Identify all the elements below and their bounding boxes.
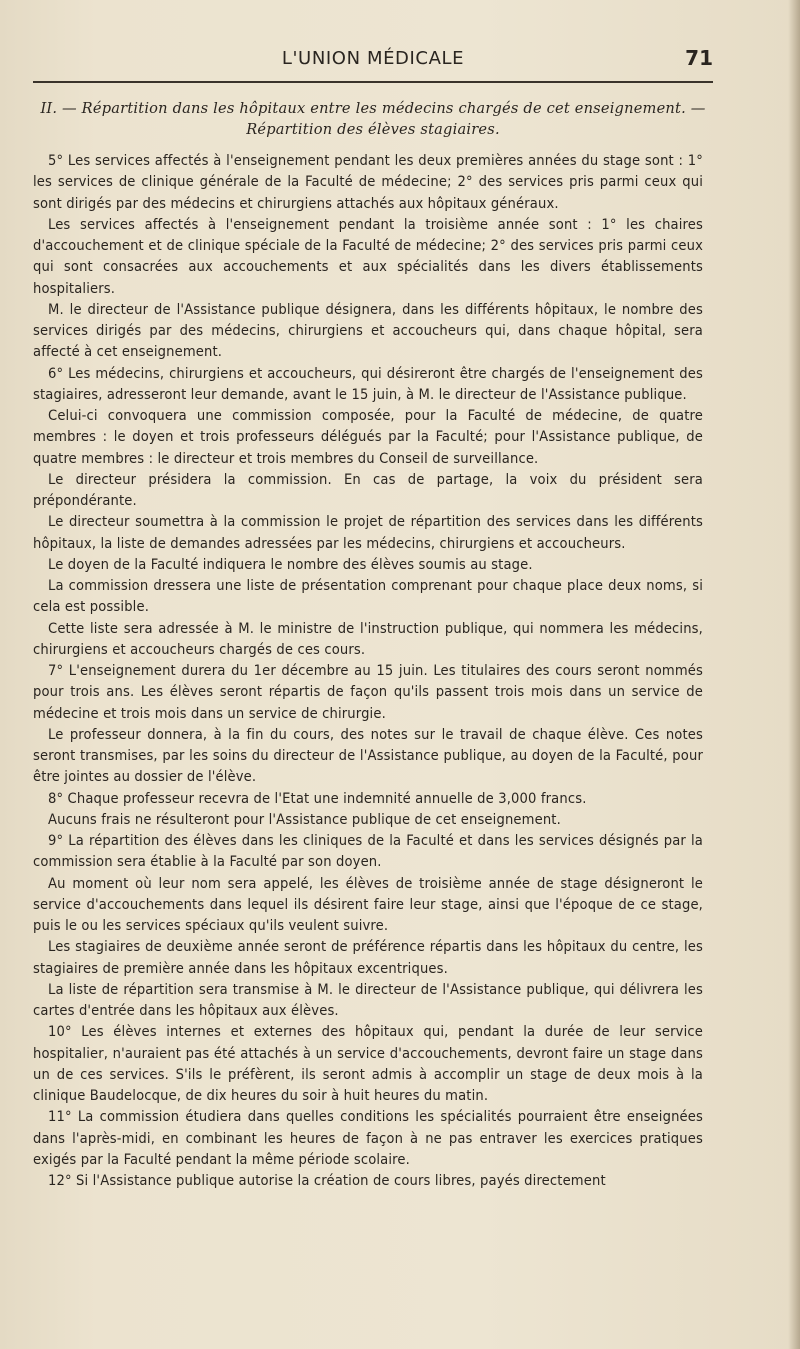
section-heading-line-2: Répartition des élèves stagiaires. (246, 121, 500, 138)
paragraph: 6° Les médecins, chirurgiens et accoucheurs, qui désireront être chargés de l'enseignement des stagiaires, adresseront leur demande, avant le 15 juin, à M. le directeur de l'Assistance publique. (33, 364, 703, 403)
paragraph: Le professeur donnera, à la fin du cours, des notes sur le travail de chaque élève. Ces notes seront transmises, par les soins du directeur de l'Assistance publique, au doyen de la Faculté, pour être jointes au dossier de l'élève. (33, 725, 703, 786)
paragraph: La commission dressera une liste de présentation comprenant pour chaque place deux noms, si cela est possible. (33, 577, 703, 616)
paragraph: 11° La commission étudiera dans quelles conditions les spécialités pourraient être enseignées dans l'après-midi, en combinant les heures de façon à ne pas entraver les exercices pratiques exigés par la Faculté pendant la même période scolaire. (33, 1108, 703, 1168)
paragraph: La liste de répartition sera transmise à M. le directeur de l'Assistance publique, qui délivrera les cartes d'entrée dans les hôpitaux aux élèves. (33, 980, 703, 1019)
paragraph: Celui-ci convoquera une commission composée, pour la Faculté de médecine, de quatre membres : le doyen et trois professeurs délégués par la Faculté; pour l'Assistance publique, de quatre membres : le directeur et trois membres du Conseil de surveillance. (33, 407, 703, 467)
paragraph: Le directeur présidera la commission. En cas de partage, la voix du président sera prépondérante. (33, 470, 703, 509)
paragraph: 8° Chaque professeur recevra de l'Etat une indemnité annuelle de 3,000 francs. (48, 789, 587, 807)
journal-title: L'UNION MÉDICALE (281, 48, 465, 69)
header-rule (33, 81, 713, 83)
paragraph: M. le directeur de l'Assistance publique désignera, dans les différents hôpitaux, le nombre des services dirigés par des médecins, chirurgiens et accoucheurs qui, dans chaque hôpital, sera affecté à cet enseignement. (33, 300, 703, 361)
section-heading (33, 98, 713, 140)
paragraph: 5° Les services affectés à l'enseignement pendant les deux premières années du stage sont : 1° les services de clinique générale de la Faculté de médecine; 2° des services pris parmi ceux qui sont dirigés par des médecins et chirurgiens attachés aux hôpitaux généraux. (33, 152, 703, 212)
paragraph: Aucuns frais ne résulteront pour l'Assistance publique de cet enseignement. (48, 810, 561, 828)
body-text (33, 150, 703, 1191)
running-header (33, 46, 713, 76)
paragraph: Les services affectés à l'enseignement pendant la troisième année sont : 1° les chaires d'accouchement et de clinique spéciale de la Faculté de médecine; 2° des services pris parmi ceux qui sont consacrées aux accouchements et aux spécialités dans les divers établissements hospitaliers. (33, 215, 703, 297)
paragraph: 10° Les élèves internes et externes des hôpitaux qui, pendant la durée de leur service hospitalier, n'auraient pas été attachés à un service d'accouchements, devront faire un stage dans un de ces services. S'ils le préfèrent, ils seront admis à accomplir un stage de deux mois à la clinique Baudelocque, de dix heures du soir à huit heures du matin. (33, 1023, 703, 1104)
paragraph: Au moment où leur nom sera appelé, les élèves de troisième année de stage désigneront le service d'accouchements dans lequel ils désirent faire leur stage, ainsi que l'époque de ce stage, puis le ou les services spéciaux qu'ils veulent suivre. (33, 874, 703, 934)
paragraph: Le directeur soumettra à la commission le projet de répartition des services dans les différents hôpitaux, la liste de demandes adressées par les médecins, chirurgiens et accoucheurs. (33, 513, 703, 552)
section-heading-line-1: II. — Répartition dans les hôpitaux entre les médecins chargés de cet enseignement. — (40, 100, 706, 117)
paragraph: 12° Si l'Assistance publique autorise la création de cours libres, payés directement (48, 1172, 606, 1189)
paragraph: 9° La répartition des élèves dans les cliniques de la Faculté et dans les services désignés par la commission sera établie à la Faculté par son doyen. (33, 832, 703, 871)
paragraph: 7° L'enseignement durera du 1er décembre au 15 juin. Les titulaires des cours seront nommés pour trois ans. Les élèves seront répartis de façon qu'ils passent trois mois dans un service de médecine et trois mois dans un service de chirurgie. (33, 662, 703, 722)
paragraph: Cette liste sera adressée à M. le ministre de l'instruction publique, qui nommera les médecins, chirurgiens et accoucheurs chargés de ces cours. (33, 619, 703, 658)
paragraph: Les stagiaires de deuxième année seront de préférence répartis dans les hôpitaux du centre, les stagiaires de première année dans les hôpitaux excentriques. (33, 938, 703, 977)
page-number: 71 (685, 46, 713, 70)
paragraph: Le doyen de la Faculté indiquera le nombre des élèves soumis au stage. (48, 555, 533, 573)
